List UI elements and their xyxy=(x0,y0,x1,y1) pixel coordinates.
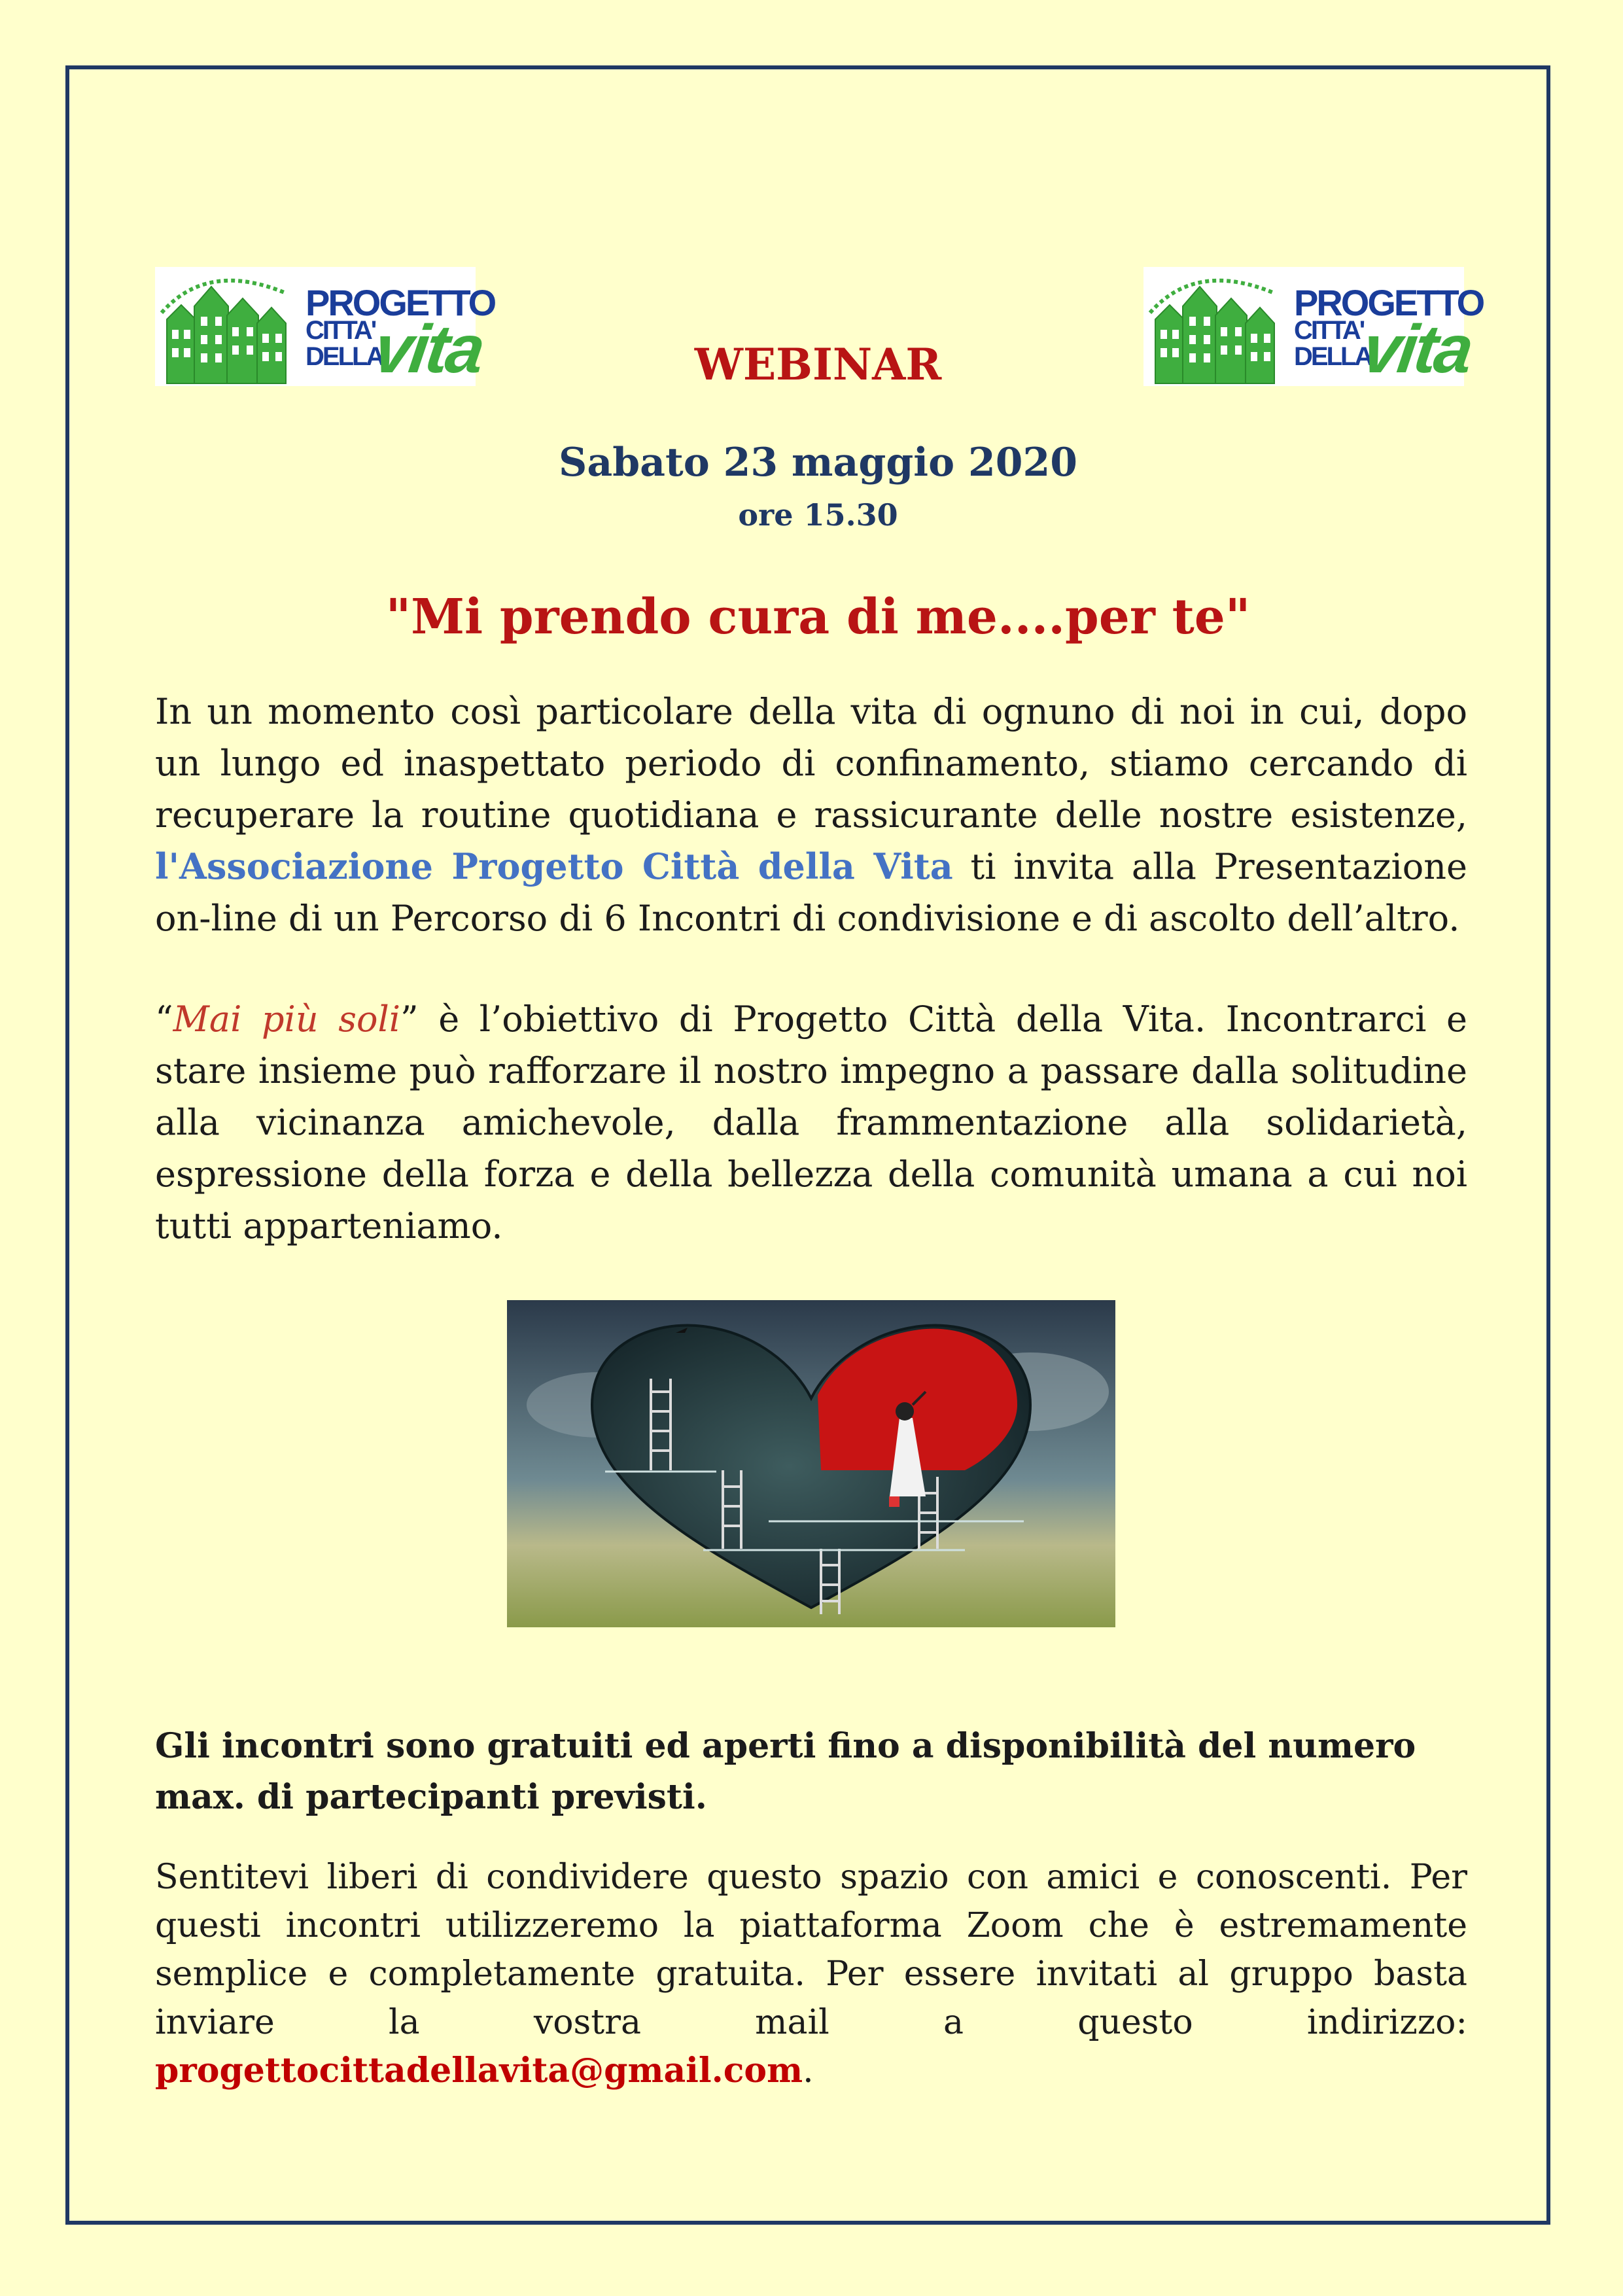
intro-text-end: ti invita alla Presentazione on-line di un Percorso di 6 Incontri di condivisione e di ascolto dell’altro. xyxy=(155,846,1467,939)
intro-paragraph xyxy=(155,686,1467,944)
event-time: ore 15.30 xyxy=(738,497,898,533)
logo-text-citta: CITTA' xyxy=(1294,316,1364,345)
webinar-heading: WEBINAR xyxy=(694,339,942,390)
open-quote: “ xyxy=(155,998,173,1040)
logo-text-progetto: PROGETTO xyxy=(305,282,495,323)
contact-email-link[interactable]: progettocittadellavita@gmail.com xyxy=(155,2051,803,2091)
logo-text-citta: CITTA' xyxy=(305,316,375,345)
association-name: l'Associazione Progetto Città della Vita xyxy=(155,845,953,887)
zoom-paragraph xyxy=(155,1853,1467,2095)
logo-text-della: DELLA xyxy=(305,342,383,371)
zoom-text: Sentitevi liberi di condividere questo spazio con amici e conoscenti. Per questi incontri utilizzeremo la piattaforma Zoom che è estremamente semplice e completamente gratuita. Per essere invitati al gruppo basta inviare la vostra mail a questo indirizzo: xyxy=(155,1858,1467,2042)
logo-text-della: DELLA xyxy=(1294,342,1372,371)
motto-paragraph xyxy=(155,993,1467,1252)
free-access-notice: Gli incontri sono gratuiti ed aperti fino a disponibilità del numero max. di partecipanti previsti. xyxy=(155,1726,1416,1817)
motto-text: Mai più soli xyxy=(173,998,400,1040)
zoom-text-end: . xyxy=(803,2051,814,2091)
event-date: Sabato 23 maggio 2020 xyxy=(558,440,1077,486)
logo-text-vita: vita xyxy=(369,311,487,387)
event-title: "Mi prendo cura di me....per te" xyxy=(385,589,1251,645)
motto-paragraph-text: ” è l’obiettivo di Progetto Città della Vita. Incontrarci e stare insieme può rafforzare il nostro impegno a passare dalla solitudine alla vicinanza amichevole, dalla frammentazione alla solidarietà, espressione della forza e della bellezza della comunità umana a cui noi tutti apparteniamo. xyxy=(155,998,1467,1246)
logo-text-vita: vita xyxy=(1357,311,1476,387)
logo-text-progetto: PROGETTO xyxy=(1294,282,1484,323)
intro-text: In un momento così particolare della vita di ognuno di noi in cui, dopo un lungo ed inaspettato periodo di confinamento, stiamo cercando di recuperare la routine quotidiana e rassicurante delle nostre esistenze, xyxy=(155,691,1467,836)
heart-illustration xyxy=(507,1300,1115,1627)
